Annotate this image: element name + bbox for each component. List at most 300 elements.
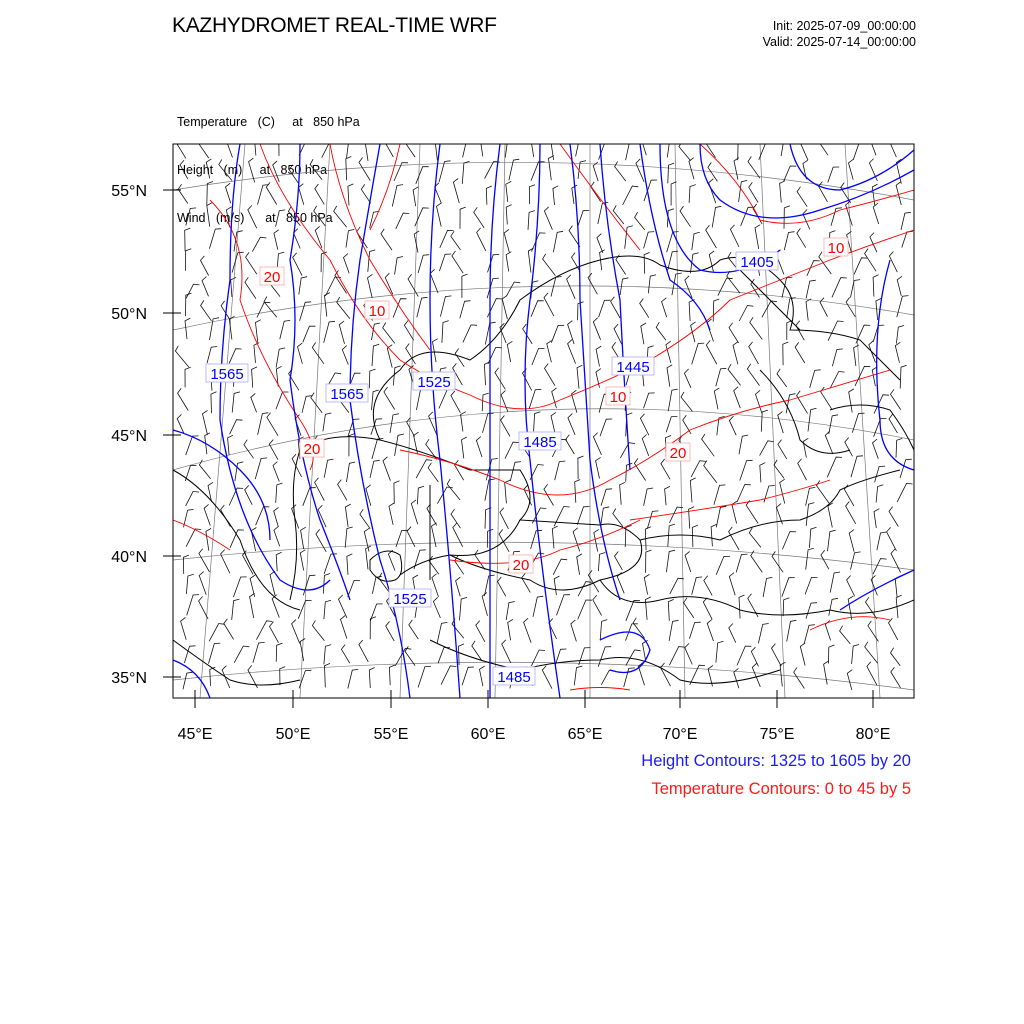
wind-barb xyxy=(553,186,558,205)
wind-barb xyxy=(462,161,469,184)
wind-barb xyxy=(203,411,208,435)
wind-barb xyxy=(480,137,485,156)
wind-barb xyxy=(372,390,379,410)
wind-barb xyxy=(668,251,678,270)
wind-barb xyxy=(578,211,589,227)
graticule xyxy=(173,144,914,698)
wind-barb xyxy=(229,316,234,339)
wind-barb xyxy=(274,507,279,526)
wind-barb xyxy=(668,599,673,620)
wind-barb xyxy=(867,662,877,686)
wind-barb xyxy=(617,572,624,593)
wind-barb xyxy=(794,667,805,688)
wind-barb xyxy=(395,257,403,275)
wind-barb xyxy=(359,158,370,181)
wind-barb xyxy=(510,462,521,481)
wind-barb xyxy=(502,295,507,319)
lat-tick-label: 40°N xyxy=(111,549,147,566)
wind-barb xyxy=(598,553,605,572)
wind-barb xyxy=(185,228,191,251)
wind-barb xyxy=(662,298,667,317)
wind-barb xyxy=(829,645,835,664)
height-contour-label: 1525 xyxy=(393,591,427,608)
wind-barb xyxy=(555,461,566,480)
wind-barb xyxy=(528,248,533,272)
wind-barb xyxy=(437,203,442,227)
wind-barb xyxy=(778,412,784,434)
wind-barb xyxy=(531,650,545,666)
wind-barb xyxy=(647,511,658,529)
wind-barb xyxy=(361,184,370,203)
wind-barb xyxy=(749,182,758,202)
wind-barb xyxy=(552,526,557,548)
wind-barb xyxy=(889,618,898,640)
wind-barb xyxy=(476,621,485,642)
wind-barb xyxy=(392,185,403,207)
wind-barb xyxy=(706,340,717,364)
wind-barb xyxy=(704,461,717,483)
wind-barb xyxy=(854,258,867,275)
wind-barb xyxy=(451,509,461,528)
wind-barb xyxy=(348,184,354,206)
field-wind: Wind (m/s) at 850 hPa xyxy=(177,211,333,225)
wind-barb xyxy=(372,439,384,460)
wind-barb xyxy=(661,459,670,479)
wind-barb xyxy=(567,275,576,299)
wind-barb xyxy=(460,207,466,229)
wind-barb xyxy=(772,644,782,667)
wind-barb xyxy=(614,324,622,344)
wind-barb xyxy=(777,369,787,387)
wind-barb xyxy=(322,142,336,157)
wind-barb xyxy=(847,670,852,690)
wind-barb xyxy=(783,342,789,365)
wind-barb xyxy=(896,326,904,344)
wind-barb xyxy=(552,388,557,408)
wind-barb xyxy=(729,527,740,550)
wind-barb xyxy=(453,523,463,547)
wind-barb xyxy=(891,667,901,688)
wind-barb xyxy=(635,212,645,230)
wind-barb xyxy=(347,139,355,158)
wind-barb xyxy=(851,280,861,298)
wind-barb xyxy=(185,318,190,339)
wind-barb xyxy=(876,485,883,503)
wind-barb xyxy=(298,343,303,364)
wind-barb xyxy=(709,251,714,272)
wind-barb xyxy=(780,479,785,503)
wind-barb xyxy=(868,621,879,642)
wind-barb xyxy=(201,300,212,320)
wind-barb xyxy=(747,364,759,386)
wind-barb xyxy=(206,528,211,550)
wind-barb xyxy=(178,388,189,410)
wind-barb xyxy=(832,278,847,298)
wind-barb xyxy=(648,275,656,294)
wind-barb xyxy=(456,577,461,596)
wind-barb xyxy=(394,481,400,504)
wind-barb xyxy=(409,620,419,639)
wind-barb xyxy=(542,666,552,689)
height-contour-label: 1485 xyxy=(523,434,557,451)
wind-barb xyxy=(439,161,451,182)
wind-barb xyxy=(529,389,541,408)
wind-barb xyxy=(183,555,189,574)
wind-barb xyxy=(849,159,854,179)
temperature-contours xyxy=(173,144,914,690)
wind-barb xyxy=(625,226,633,249)
wind-barb xyxy=(702,434,715,456)
wind-barb xyxy=(208,482,213,502)
wind-barb xyxy=(372,323,381,340)
wind-barb xyxy=(704,576,712,596)
wind-barb xyxy=(279,135,285,156)
wind-barb xyxy=(483,413,494,433)
wind-barb xyxy=(691,461,706,477)
wind-barb xyxy=(865,642,878,664)
wind-barbs xyxy=(175,134,912,690)
wind-barb xyxy=(797,187,807,207)
wind-barb xyxy=(335,271,347,294)
wind-barb xyxy=(204,504,210,525)
wind-barb xyxy=(186,293,192,316)
wind-barb xyxy=(314,206,326,226)
wind-barb xyxy=(797,228,806,247)
wind-barb xyxy=(508,619,513,640)
wind-barb xyxy=(381,229,392,250)
wind-barb xyxy=(800,643,805,666)
wind-barb xyxy=(451,391,461,413)
wind-barb xyxy=(787,298,796,318)
wind-barb xyxy=(177,414,184,433)
wind-barb xyxy=(575,480,581,503)
wind-barb xyxy=(334,206,347,227)
wind-barb xyxy=(626,140,636,160)
wind-barb xyxy=(276,348,285,368)
wind-barb xyxy=(528,211,535,230)
wind-barb xyxy=(666,416,677,432)
wind-barb xyxy=(437,487,453,504)
wind-barb xyxy=(827,457,842,477)
wind-barb xyxy=(428,463,438,482)
wind-barb xyxy=(201,256,209,276)
wind-barb xyxy=(594,529,599,551)
wind-barb xyxy=(543,254,556,276)
wind-barb xyxy=(504,229,509,252)
wind-barb xyxy=(524,485,532,506)
wind-barb xyxy=(532,233,546,252)
wind-barb xyxy=(866,597,878,619)
wind-barb xyxy=(805,577,817,594)
wind-barb xyxy=(211,392,217,413)
wind-barb xyxy=(403,134,415,157)
wind-barb xyxy=(761,410,768,432)
wind-barb xyxy=(315,184,325,204)
wind-barb xyxy=(186,491,200,506)
wind-barb xyxy=(389,665,395,685)
wind-barb xyxy=(596,346,601,366)
wind-barb xyxy=(891,389,901,409)
wind-barb xyxy=(243,551,254,575)
wind-barb xyxy=(601,489,612,506)
wind-barb xyxy=(438,648,450,664)
wind-barb xyxy=(388,550,395,571)
wind-barb xyxy=(829,415,838,434)
wind-barb xyxy=(266,182,276,204)
wind-barb xyxy=(806,280,816,298)
wind-barb xyxy=(873,325,884,342)
wind-barb xyxy=(386,621,395,641)
wind-barb xyxy=(276,483,283,503)
wind-barb xyxy=(729,416,736,435)
wind-barb xyxy=(276,643,282,662)
wind-barb xyxy=(251,393,257,412)
wind-barb xyxy=(681,392,692,412)
wind-barb xyxy=(264,297,277,318)
height-contour-label: 1525 xyxy=(417,374,451,391)
wind-barb xyxy=(895,342,900,363)
wind-barb xyxy=(270,571,275,595)
wind-barb xyxy=(440,230,454,248)
wind-barb xyxy=(506,205,511,225)
wind-barb xyxy=(345,527,353,548)
wind-barb xyxy=(498,577,506,596)
wind-barb xyxy=(856,325,870,343)
wind-barb xyxy=(544,207,552,230)
wind-barb xyxy=(502,640,511,663)
wind-barb xyxy=(207,347,217,364)
wind-barb xyxy=(669,620,678,641)
lon-tick-label: 70°E xyxy=(662,726,698,743)
wind-barb xyxy=(463,137,474,157)
wind-barb xyxy=(781,135,790,156)
wind-barb xyxy=(764,486,775,503)
wind-barb xyxy=(644,232,655,249)
wind-barb xyxy=(452,251,463,273)
wind-barb xyxy=(303,488,316,506)
wind-barb xyxy=(623,186,639,205)
wind-barb xyxy=(896,182,901,205)
wind-barb xyxy=(644,393,655,409)
wind-barb xyxy=(689,158,694,179)
wind-barb xyxy=(451,231,461,250)
wind-barb xyxy=(250,593,255,618)
wind-barb xyxy=(257,302,270,317)
temperature-contour-label: 20 xyxy=(263,269,281,286)
wind-barb xyxy=(803,438,808,457)
wind-barb xyxy=(369,668,374,689)
wind-barb xyxy=(873,439,879,459)
wind-barb xyxy=(729,573,735,596)
wind-barb xyxy=(506,602,515,621)
wind-barb xyxy=(430,269,438,293)
wind-barb xyxy=(820,298,828,317)
wind-barb xyxy=(209,229,221,249)
wind-barb xyxy=(739,595,745,619)
wind-barb xyxy=(889,507,898,527)
wind-barb xyxy=(734,387,741,409)
wind-barb xyxy=(280,320,290,339)
height-contour-label: 1565 xyxy=(210,366,244,383)
wind-barb xyxy=(175,346,188,367)
wind-barb xyxy=(847,576,855,597)
wind-barb xyxy=(692,343,705,364)
wind-barb xyxy=(547,340,552,362)
wind-barb xyxy=(596,457,601,478)
wind-barb xyxy=(524,618,532,643)
wind-barb xyxy=(488,254,500,272)
wind-barb xyxy=(874,509,879,528)
wind-barb xyxy=(716,556,730,574)
wind-barb xyxy=(680,206,691,227)
wind-barb xyxy=(685,643,692,664)
wind-barb xyxy=(495,368,505,390)
wind-barb xyxy=(228,435,233,455)
wind-barb xyxy=(447,479,460,500)
wind-barb xyxy=(808,408,817,431)
wind-barb xyxy=(601,507,610,527)
wind-barb xyxy=(782,578,795,597)
lat-tick-label: 55°N xyxy=(111,183,147,200)
wind-barb xyxy=(871,575,877,595)
wind-barb xyxy=(270,622,279,643)
lon-tick-label: 75°E xyxy=(759,726,795,743)
wind-barb xyxy=(853,144,865,160)
wind-barb xyxy=(849,530,854,552)
wind-barb xyxy=(800,137,809,160)
wind-barb xyxy=(482,593,487,616)
wind-barb xyxy=(748,157,760,179)
wind-barb xyxy=(611,297,621,318)
temperature-contour-label: 10 xyxy=(368,303,386,320)
wind-barb xyxy=(299,136,314,156)
wind-barb xyxy=(372,344,379,366)
wind-barb xyxy=(809,527,816,548)
wind-barb xyxy=(749,342,759,364)
wind-barb xyxy=(427,504,437,526)
wind-barb xyxy=(274,230,279,250)
wind-barb xyxy=(186,208,196,226)
wind-barb xyxy=(825,431,833,454)
wind-barb xyxy=(368,274,373,298)
wind-barb xyxy=(244,440,254,459)
wind-barb xyxy=(463,325,477,343)
wind-barb xyxy=(644,574,649,594)
temperature-contour-label: 20 xyxy=(512,557,530,574)
wind-barb xyxy=(299,184,304,205)
wind-barb xyxy=(573,528,580,552)
wind-barb xyxy=(303,575,315,595)
wind-barb xyxy=(730,225,739,247)
wind-barb xyxy=(505,442,519,459)
wind-barb xyxy=(758,624,768,644)
wind-barb xyxy=(578,456,584,479)
wind-barb xyxy=(232,392,240,413)
wind-barb xyxy=(393,366,400,386)
wind-barb xyxy=(417,486,424,504)
wind-barb xyxy=(323,413,331,431)
wind-barb xyxy=(577,507,589,525)
wind-barb xyxy=(615,552,623,571)
wind-barb xyxy=(703,135,715,158)
wind-barb xyxy=(599,300,611,317)
wind-barb xyxy=(462,437,467,458)
wind-barb xyxy=(529,185,535,204)
wind-barb xyxy=(255,458,267,479)
wind-barb xyxy=(453,179,459,204)
wind-barb xyxy=(460,301,471,319)
wind-barb xyxy=(199,572,206,595)
wind-barb xyxy=(733,342,738,365)
height-contour-label: 1485 xyxy=(497,669,531,686)
field-temperature: Temperature (C) at 850 hPa xyxy=(177,115,360,129)
wind-barb xyxy=(645,597,650,620)
wind-barb xyxy=(615,161,626,181)
wind-barb xyxy=(229,349,241,364)
wind-barb xyxy=(734,158,739,180)
wind-barb xyxy=(184,646,195,663)
wind-barb xyxy=(740,460,753,480)
wind-barb xyxy=(533,596,543,617)
wind-barb xyxy=(274,526,280,546)
wind-barb xyxy=(896,438,902,457)
wind-barb xyxy=(545,364,555,386)
wind-barb xyxy=(797,391,808,414)
wind-barb xyxy=(716,368,727,386)
temperature-legend: Temperature Contours: 0 to 45 by 5 xyxy=(651,780,911,798)
wind-barb xyxy=(667,365,672,387)
wind-barb xyxy=(782,532,796,550)
wind-barb xyxy=(276,210,286,227)
wind-barb xyxy=(852,645,859,665)
wind-barb xyxy=(798,459,807,481)
wind-barb xyxy=(302,396,312,413)
wind-barb xyxy=(684,598,694,618)
wind-barb xyxy=(197,136,209,159)
wind-barb xyxy=(462,667,474,685)
wind-barb xyxy=(711,524,716,546)
wind-barb xyxy=(437,622,447,643)
wind-barb xyxy=(831,208,842,226)
wind-barb xyxy=(900,365,907,388)
wind-barb xyxy=(186,284,199,298)
wind-barb xyxy=(889,414,897,433)
wind-barb xyxy=(634,459,645,481)
wind-barb xyxy=(736,554,747,572)
country-borders xyxy=(173,256,914,685)
wind-barb xyxy=(897,483,912,502)
wind-barb xyxy=(784,232,794,250)
wind-barb xyxy=(339,595,347,618)
wind-barb xyxy=(666,341,671,363)
wind-barb xyxy=(729,624,736,643)
field-height: Height (m) at 850 hPa xyxy=(177,163,328,177)
wind-barb xyxy=(690,478,695,503)
wind-barb xyxy=(616,255,626,275)
wind-barb xyxy=(183,672,193,689)
wind-barb xyxy=(829,598,838,615)
wind-barb xyxy=(753,204,762,224)
wind-barb xyxy=(315,226,322,248)
wind-barb xyxy=(416,167,429,184)
wind-barb xyxy=(501,391,508,412)
wind-barb xyxy=(347,554,353,575)
wind-barb xyxy=(707,620,713,642)
wind-barb xyxy=(417,297,428,317)
wind-barb xyxy=(439,254,451,271)
height-contours xyxy=(173,144,914,698)
wind-barb xyxy=(865,249,877,272)
